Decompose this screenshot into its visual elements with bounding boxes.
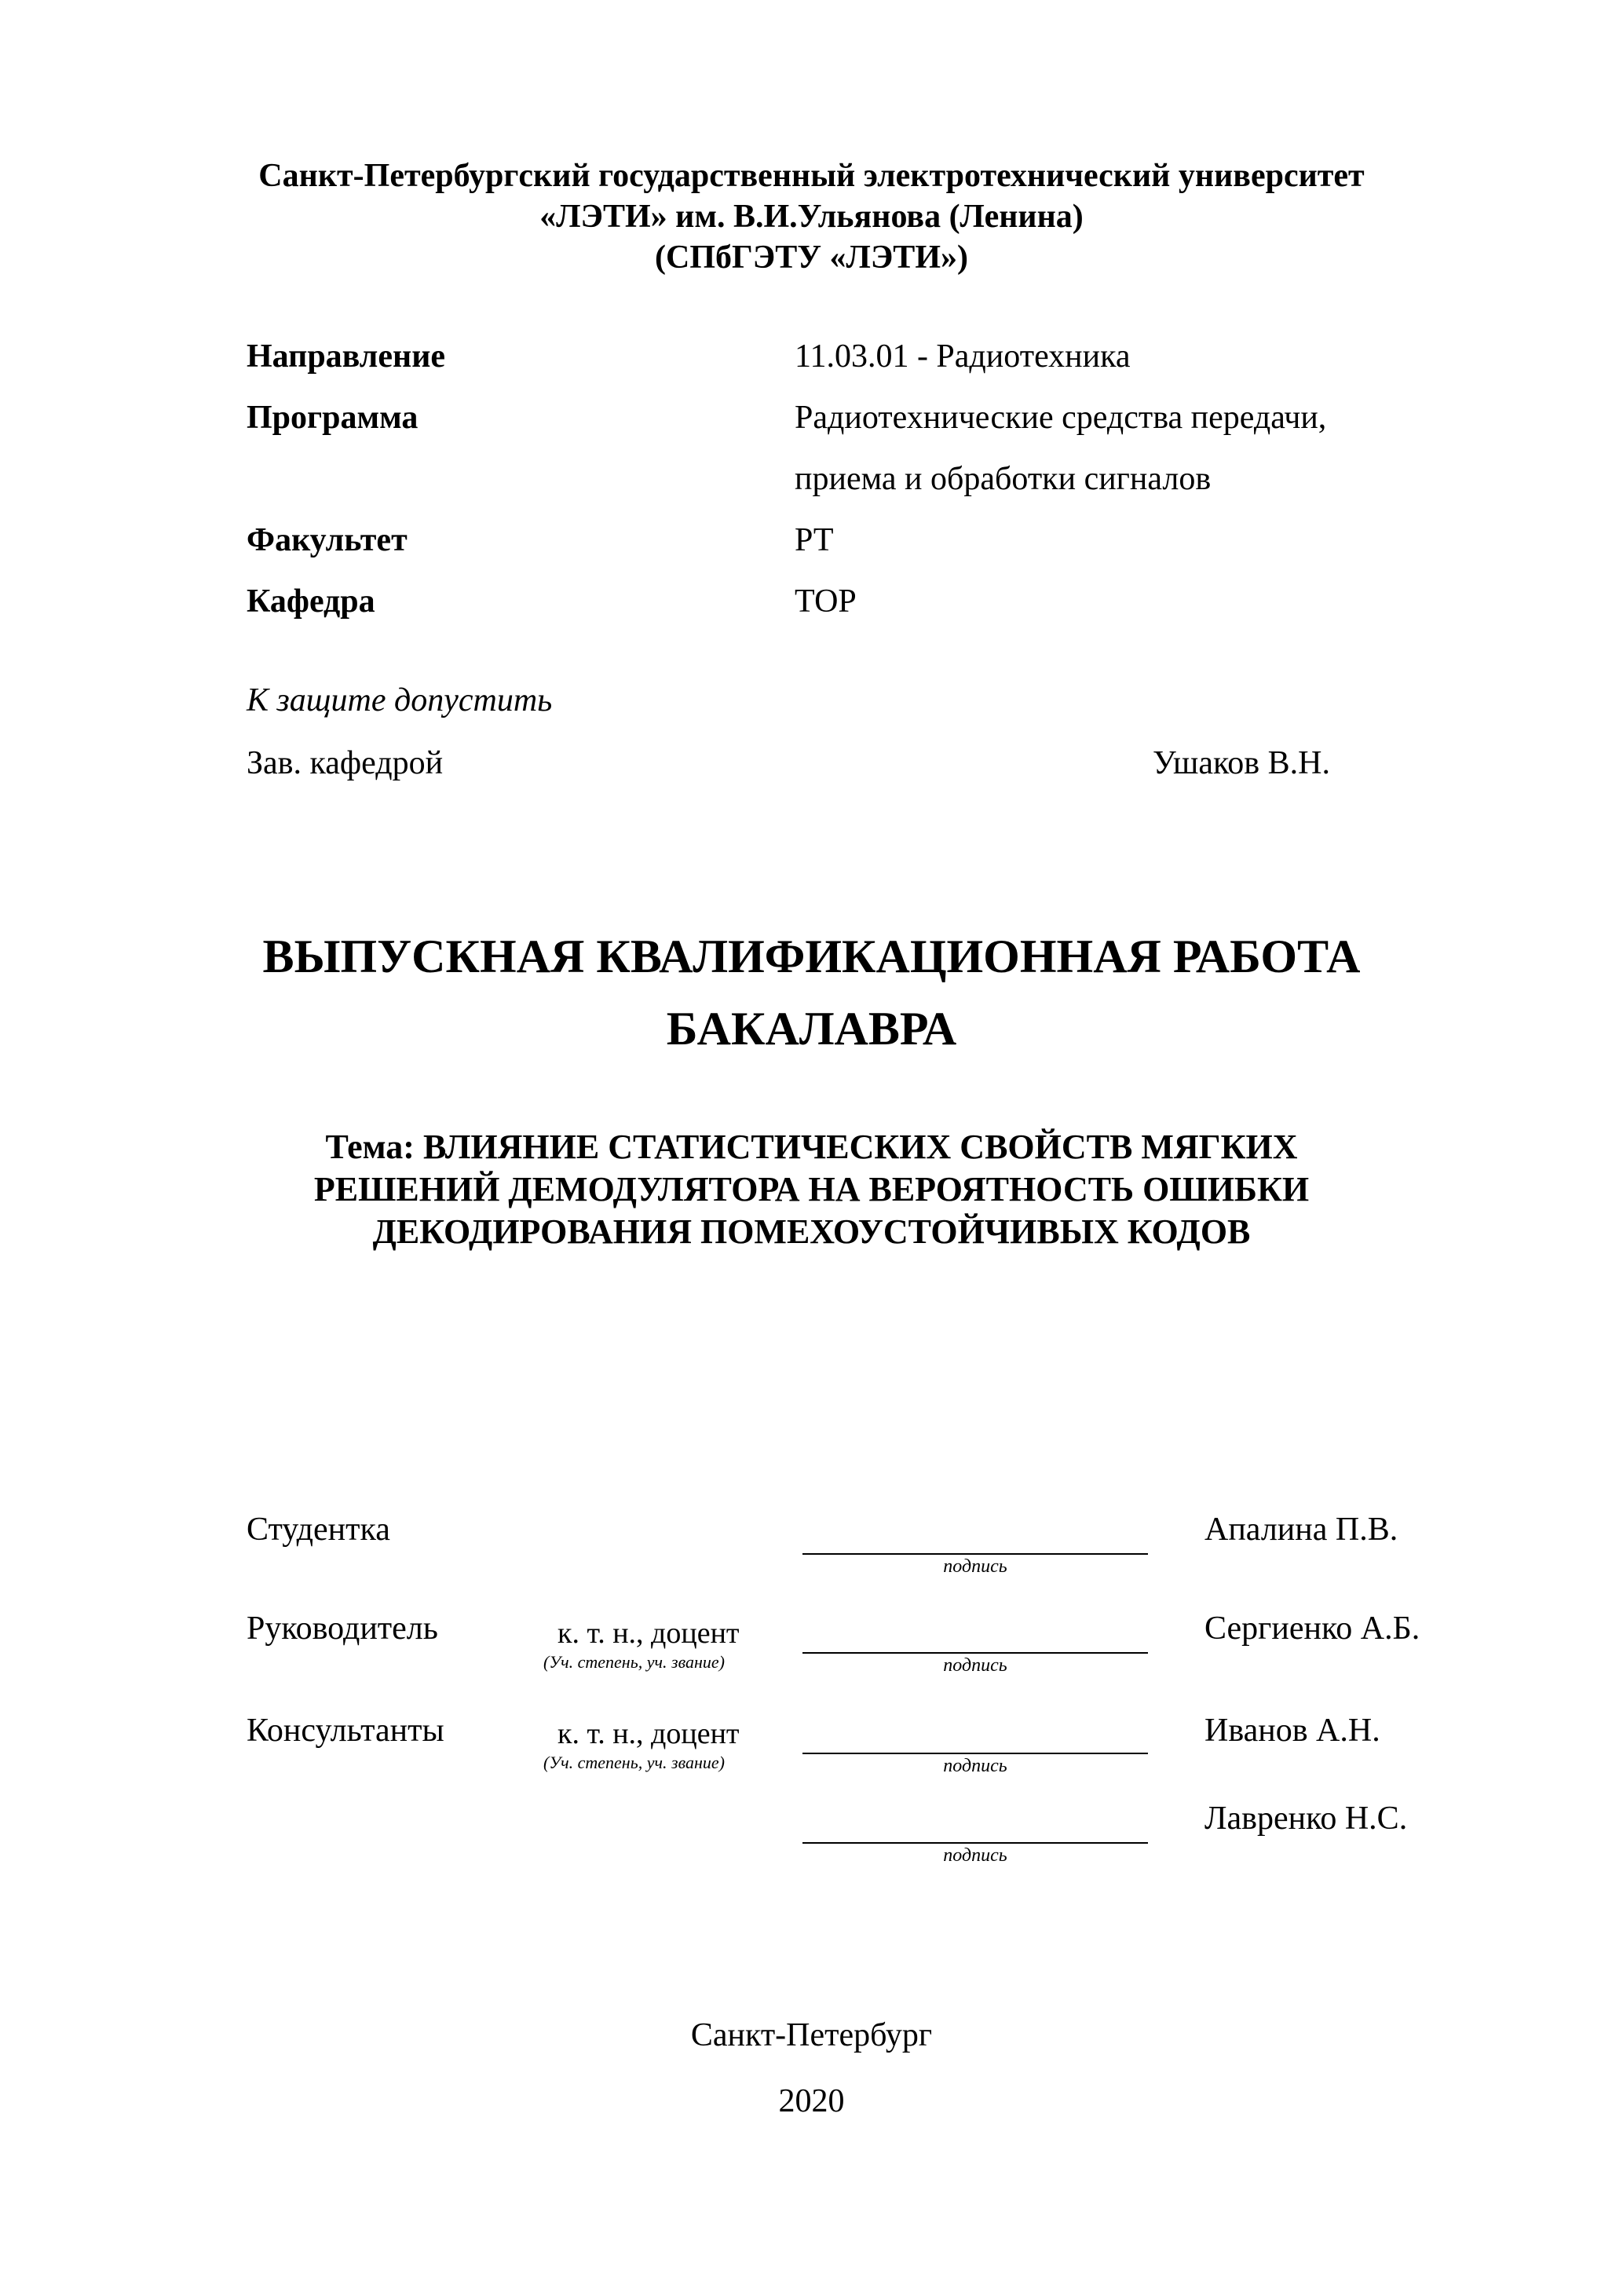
direction-label: Направление (247, 338, 446, 375)
university-abbreviation: (СПбГЭТУ «ЛЭТИ») (655, 239, 968, 276)
topic-line2: РЕШЕНИЙ ДЕМОДУЛЯТОРА НА ВЕРОЯТНОСТЬ ОШИБКИ (313, 1170, 1310, 1208)
supervisor-signature-line (802, 1652, 1148, 1654)
supervisor-role: Руководитель (247, 1610, 438, 1647)
program-label: Программа (247, 400, 419, 436)
supervisor-degree: к. т. н., доцент (557, 1617, 740, 1650)
direction-value: 11.03.01 - Радиотехника (795, 338, 1131, 375)
university-name-line2: «ЛЭТИ» им. В.И.Ульянова (Ленина) (539, 199, 1084, 235)
work-title-line1: ВЫПУСКНАЯ КВАЛИФИКАЦИОННАЯ РАБОТА (262, 930, 1361, 982)
faculty-label: Факультет (247, 522, 408, 558)
supervisor-signature-caption: подпись (943, 1655, 1007, 1676)
student-signature-caption: подпись (943, 1556, 1007, 1577)
work-title-line2: БАКАЛАВРА (666, 1003, 957, 1055)
consultant1-signature-caption: подпись (943, 1756, 1007, 1776)
consultant2-signature-caption: подпись (943, 1845, 1007, 1866)
footer-year: 2020 (778, 2083, 845, 2119)
topic-line1: Тема: ВЛИЯНИЕ СТАТИСТИЧЕСКИХ СВОЙСТВ МЯГКИХ (325, 1128, 1298, 1166)
supervisor-name: Сергиенко А.Б. (1204, 1610, 1420, 1647)
consultant2-signature-line (802, 1842, 1148, 1844)
topic-line3: ДЕКОДИРОВАНИЯ ПОМЕХОУСТОЙЧИВЫХ КОДОВ (372, 1212, 1251, 1251)
consultant1-signature-line (802, 1753, 1148, 1754)
university-name-line1: Санкт-Петербургский государственный электротехнический университет (258, 158, 1365, 194)
consultants-role: Консультанты (247, 1713, 444, 1749)
approval-title: К защите допустить (247, 682, 553, 718)
student-name: Апалина П.В. (1204, 1512, 1398, 1548)
approval-name: Ушаков В.Н. (1153, 745, 1330, 781)
supervisor-degree-caption: (Уч. степень, уч. звание) (543, 1652, 725, 1672)
student-role: Студентка (247, 1512, 390, 1548)
consultant1-name: Иванов А.Н. (1204, 1713, 1380, 1749)
department-label: Кафедра (247, 583, 375, 620)
footer-city: Санкт-Петербург (690, 2017, 933, 2053)
approval-role: Зав. кафедрой (247, 745, 444, 781)
faculty-value: РТ (795, 522, 834, 558)
program-value-line2: приема и обработки сигналов (795, 461, 1212, 497)
department-value: ТОР (795, 583, 857, 620)
program-value-line1: Радиотехнические средства передачи, (795, 400, 1327, 436)
consultant2-name: Лавренко Н.С. (1204, 1801, 1408, 1837)
consultant-degree: к. т. н., доцент (557, 1717, 740, 1750)
student-signature-line (802, 1553, 1148, 1555)
consultant-degree-caption: (Уч. степень, уч. звание) (543, 1753, 725, 1772)
